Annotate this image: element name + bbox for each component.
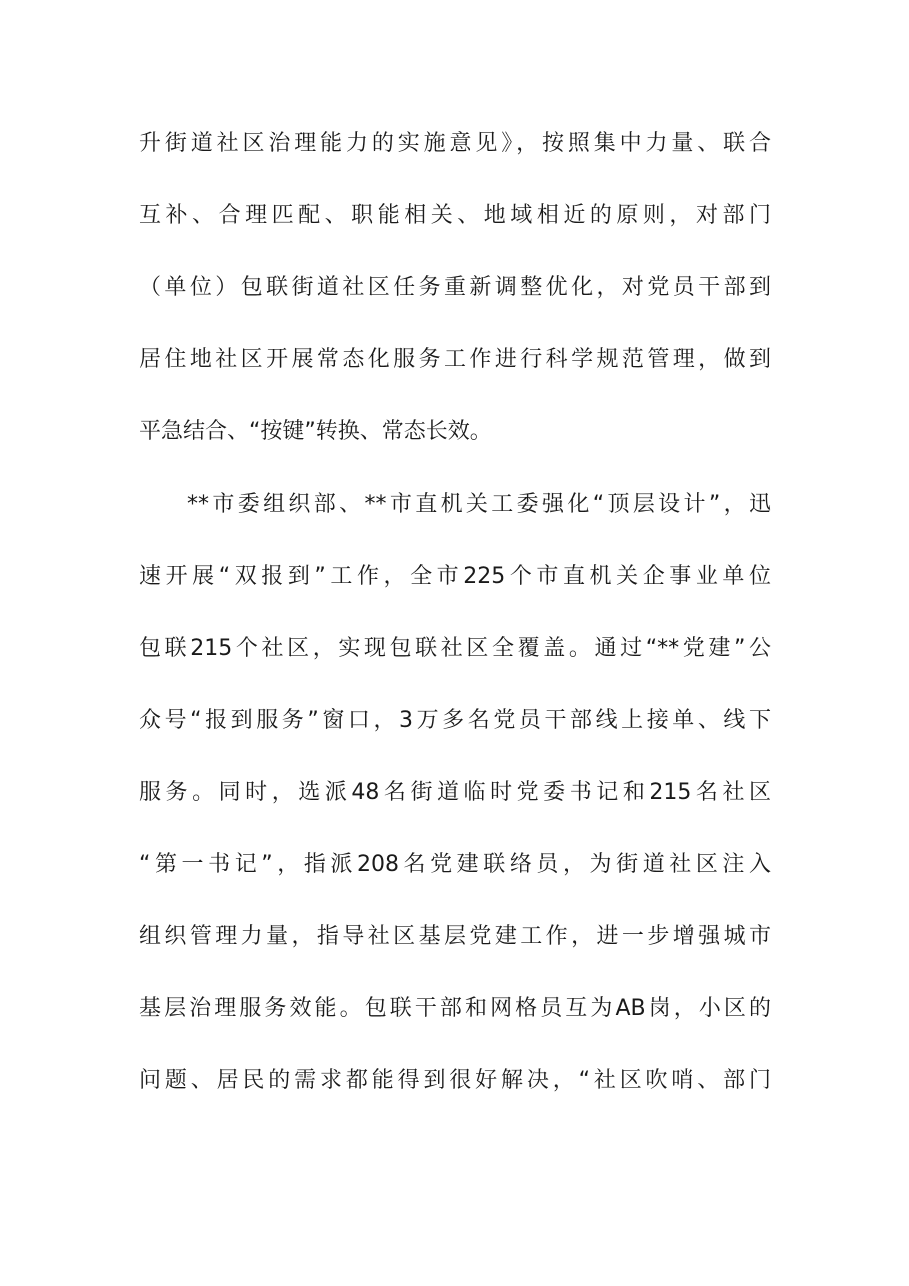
text-line: **市委组织部、**市直机关工委强化“顶层设计”，迅 [187, 492, 771, 517]
text-line: 包联215个社区，实现包联社区全覆盖。通过“**党建”公 [139, 636, 771, 661]
text-line: 速开展“双报到”工作，全市225个市直机关企事业单位 [139, 564, 771, 589]
text-line: “第一书记”，指派208名党建联络员，为街道社区注入 [139, 852, 771, 877]
text-line: 居住地社区开展常态化服务工作进行科学规范管理，做到 [139, 347, 771, 372]
text-line: 问题、居民的需求都能得到很好解决，“社区吹哨、部门 [139, 1068, 771, 1093]
text-line: 服务。同时，选派48名街道临时党委书记和215名社区 [139, 780, 771, 805]
text-line: 基层治理服务效能。包联干部和网格员互为AB岗，小区的 [139, 996, 771, 1021]
text-line: （单位）包联街道社区任务重新调整优化，对党员干部到 [139, 275, 771, 300]
text-line: 升街道社区治理能力的实施意见》，按照集中力量、联合 [139, 131, 771, 156]
text-line: 平急结合、“按键”转换、常态长效。 [139, 419, 492, 444]
text-line: 互补、合理匹配、职能相关、地域相近的原则，对部门 [139, 203, 771, 228]
text-line: 众号“报到服务”窗口，3万多名党员干部线上接单、线下 [139, 708, 771, 733]
text-line: 组织管理力量，指导社区基层党建工作，进一步增强城市 [139, 924, 771, 949]
